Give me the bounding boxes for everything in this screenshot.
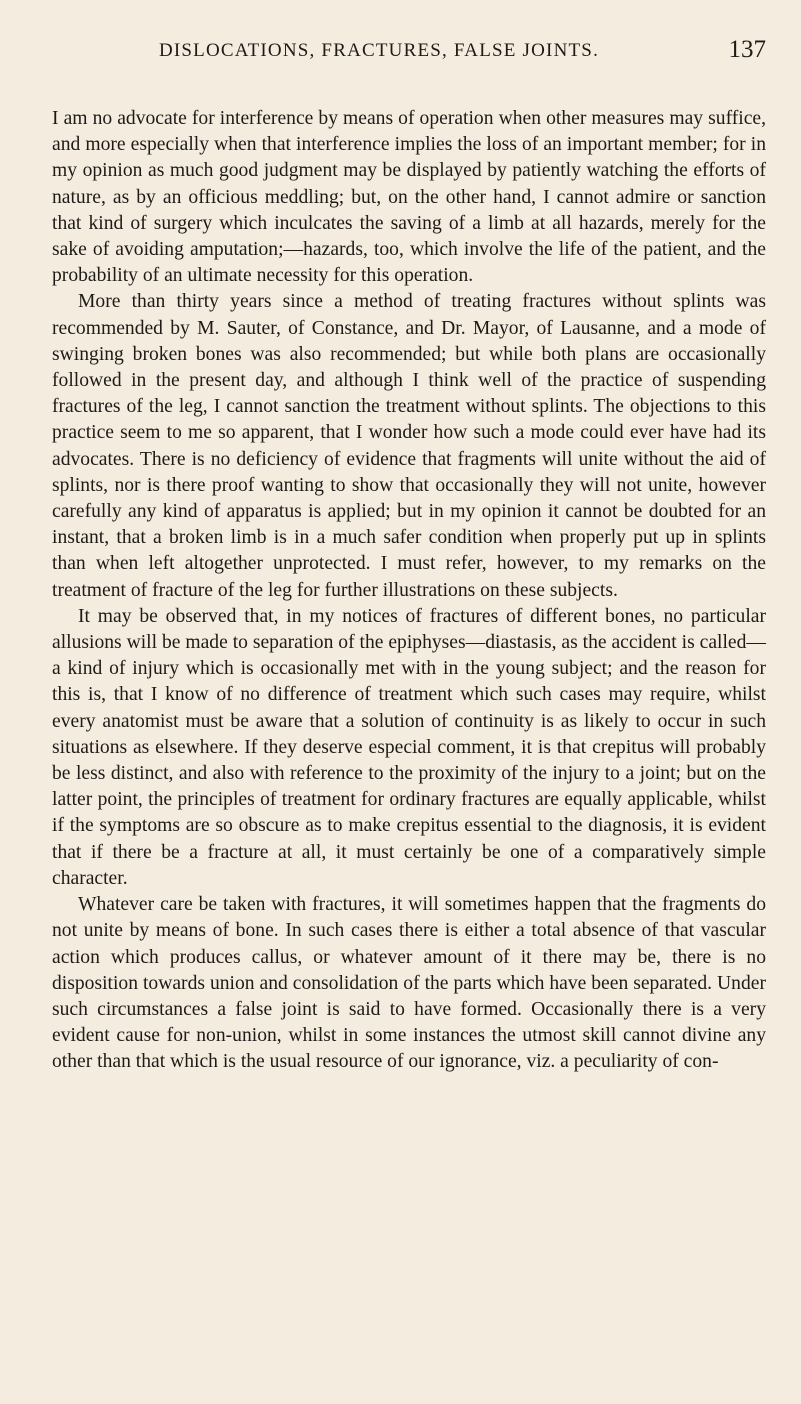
page-number: 137: [728, 36, 766, 63]
paragraph-non-union: Whatever care be taken with fractures, it will sometimes happen that the fragments do not unite by means of bone. In such cases there is either a total absence of that vascular action which produces callus, or whatever amount of it there may be, there is no disposition towards union and consolidation of the parts which have been separated. Under such circumstances a false joint is said to have formed. Occasionally there is a very evident cause for non-union, whilst in some instances the utmost skill cannot divine any other than that which is the usual resource of our ignorance, viz. a peculiarity of con-: [52, 894, 766, 1073]
book-page: [52, 36, 766, 1076]
running-head: DISLOCATIONS, FRACTURES, FALSE JOINTS.: [158, 40, 600, 61]
body-text: [52, 106, 766, 1076]
page-header: [52, 36, 766, 76]
paragraph-operation: I am no advocate for interference by means of operation when other measures may suffice, and more especially when that interference implies the loss of an important member; for in my opinion as much good judgment may be displayed by patiently watching the efforts of nature, as by an officious meddling; but, on the other hand, I cannot admire or sanction that kind of surgery which inculcates the saving of a limb at all hazards, merely for the sake of avoiding amputation;—hazards, too, which involve the life of the patient, and the probability of an ultimate necessity for this operation.: [52, 108, 766, 287]
paragraph-splints: More than thirty years since a method of treating fractures without splints was recommended by M. Sauter, of Constance, and Dr. Mayor, of Lausanne, and a mode of swinging broken bones was also recommended; but while both plans are occasionally followed in the present day, and although I think well of the practice of suspending fractures of the leg, I cannot sanction the treatment without splints. The objections to this practice seem to me so apparent, that I wonder how such a mode could ever have had its advocates. There is no deficiency of evidence that fragments will unite without the aid of splints, nor is there proof wanting to show that occasionally they will not unite, however carefully any kind of apparatus is applied; but in my opinion it cannot be doubted for an instant, that a broken limb is in a much safer condition when properly put up in splints than when left altogether unprotected. I must refer, however, to my remarks on the treatment of fracture of the leg for further illustrations on these subjects.: [52, 291, 766, 601]
paragraph-epiphyses: It may be observed that, in my notices of fractures of different bones, no particular allusions will be made to separation of the epiphyses—diastasis, as the accident is called—a kind of injury which is occasionally met with in the young subject; and the reason for this is, that I know of no difference of treatment which such cases may require, whilst every anatomist must be aware that a solution of continuity is as likely to occur in such situations as elsewhere. If they deserve especial comment, it is that crepitus will probably be less distinct, and also with reference to the proximity of the injury to a joint; but on the latter point, the principles of treatment for ordinary fractures are equally applicable, whilst if the symptoms are so obscure as to make crepitus essential to the diagnosis, it is evident that if there be a fracture at all, it must certainly be one of a comparatively simple character.: [52, 605, 766, 889]
